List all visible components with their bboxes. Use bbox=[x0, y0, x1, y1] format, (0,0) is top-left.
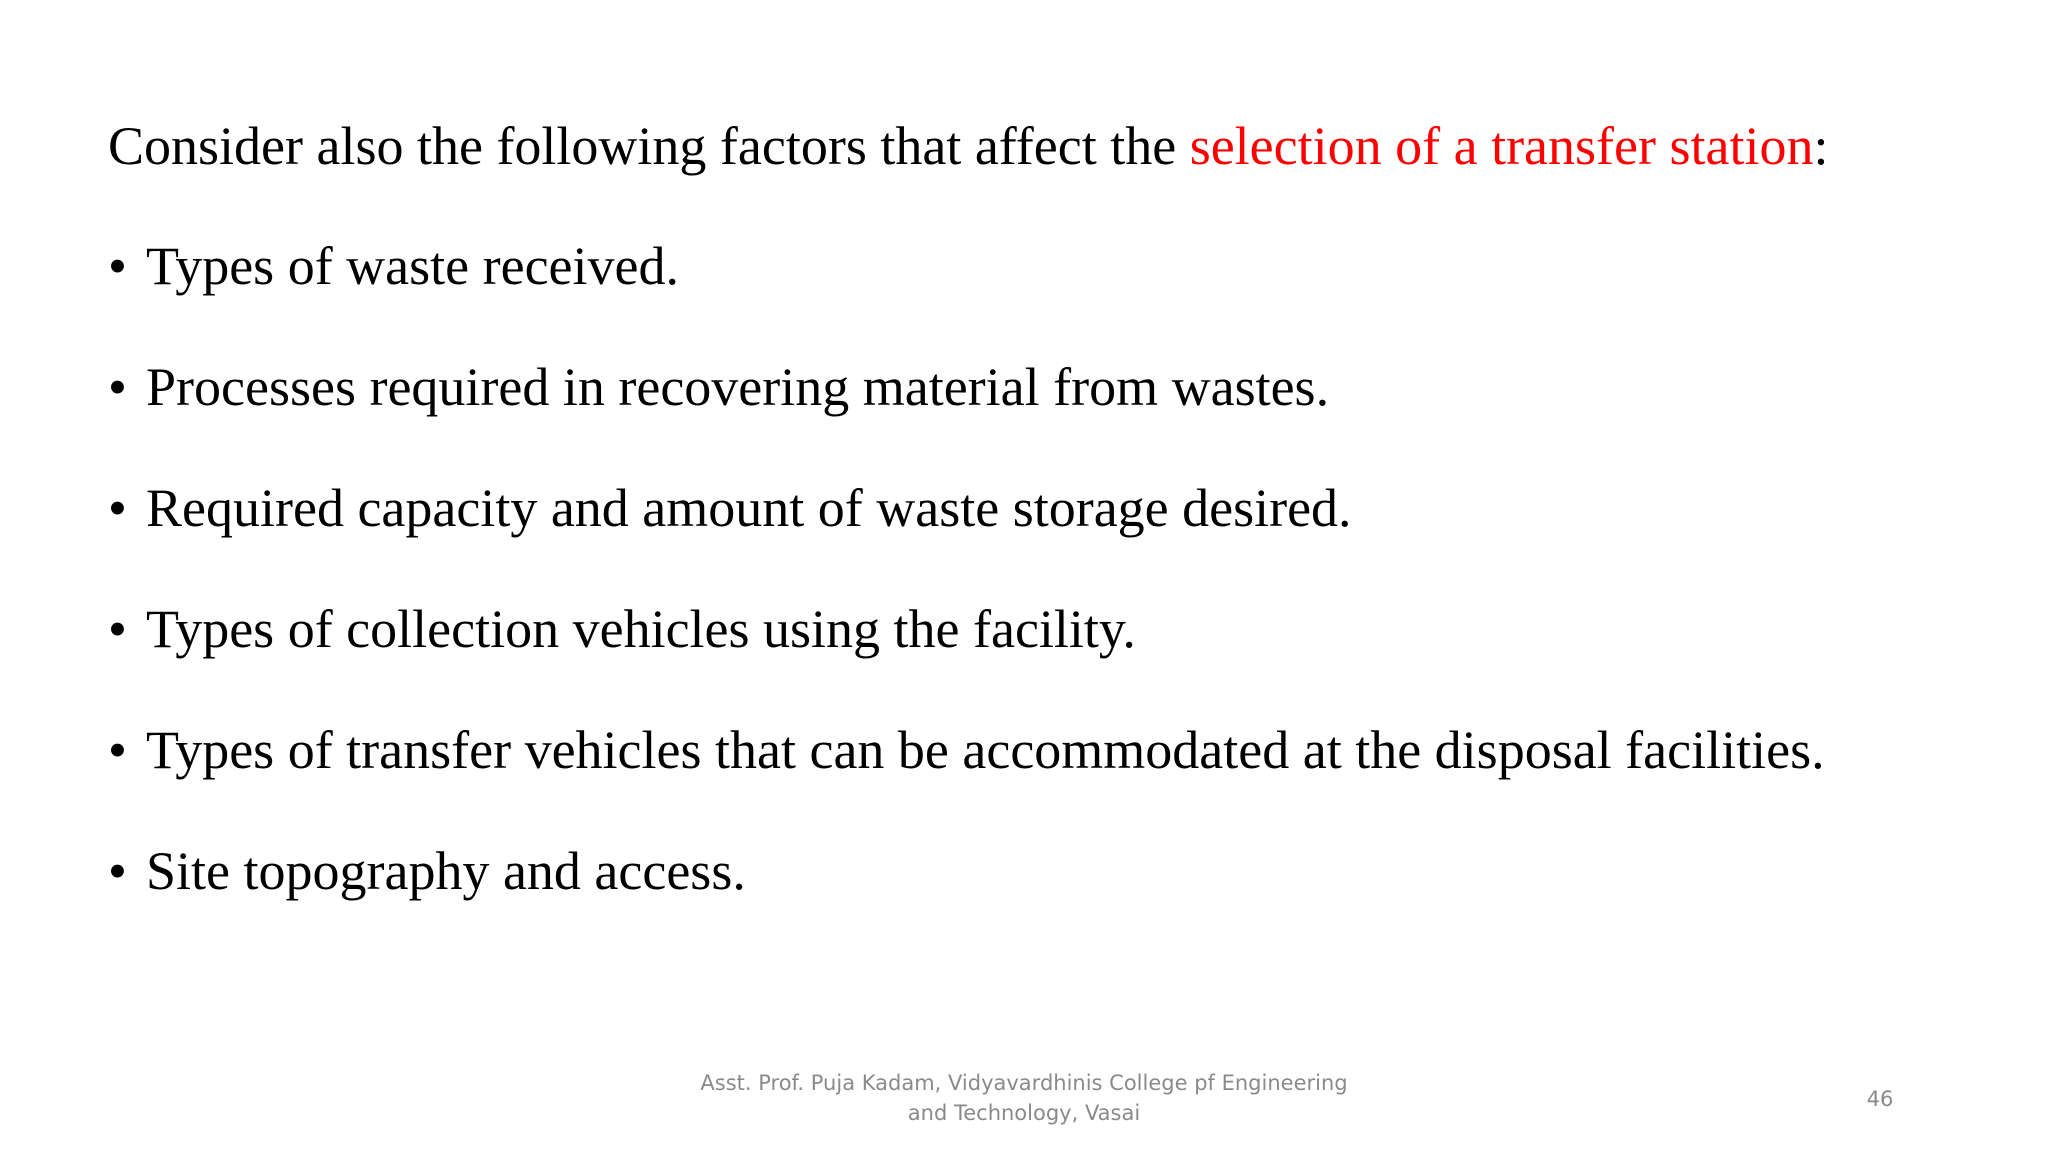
bullet-icon: • bbox=[108, 599, 127, 659]
heading-highlight: selection of a transfer station bbox=[1189, 116, 1814, 176]
bullet-icon: • bbox=[108, 841, 127, 901]
bullet-text: Types of waste received. bbox=[146, 236, 679, 296]
heading-prefix: Consider also the following factors that affect the bbox=[108, 116, 1190, 176]
bullet-text: Types of collection vehicles using the facility. bbox=[146, 599, 1136, 659]
footer-line-1: Asst. Prof. Puja Kadam, Vidyavardhinis College pf Engineering bbox=[700, 1071, 1348, 1095]
bullet-text: Required capacity and amount of waste storage desired. bbox=[146, 478, 1352, 538]
bullet-icon: • bbox=[108, 357, 127, 417]
bullet-text: Site topography and access. bbox=[146, 841, 746, 901]
heading-suffix: : bbox=[1813, 116, 1829, 176]
bullet-icon: • bbox=[108, 478, 127, 538]
slide-footer bbox=[680, 1068, 1368, 1128]
bullet-text: Processes required in recovering material from wastes. bbox=[146, 357, 1330, 417]
page-number: 46 bbox=[1866, 1087, 1894, 1111]
bullet-icon: • bbox=[108, 236, 127, 296]
footer-line-2: and Technology, Vasai bbox=[907, 1101, 1141, 1125]
bullet-icon: • bbox=[108, 720, 127, 780]
bullet-text: Types of transfer vehicles that can be accommodated at the disposal facilities. bbox=[146, 720, 1825, 780]
slide-heading bbox=[108, 110, 1828, 182]
